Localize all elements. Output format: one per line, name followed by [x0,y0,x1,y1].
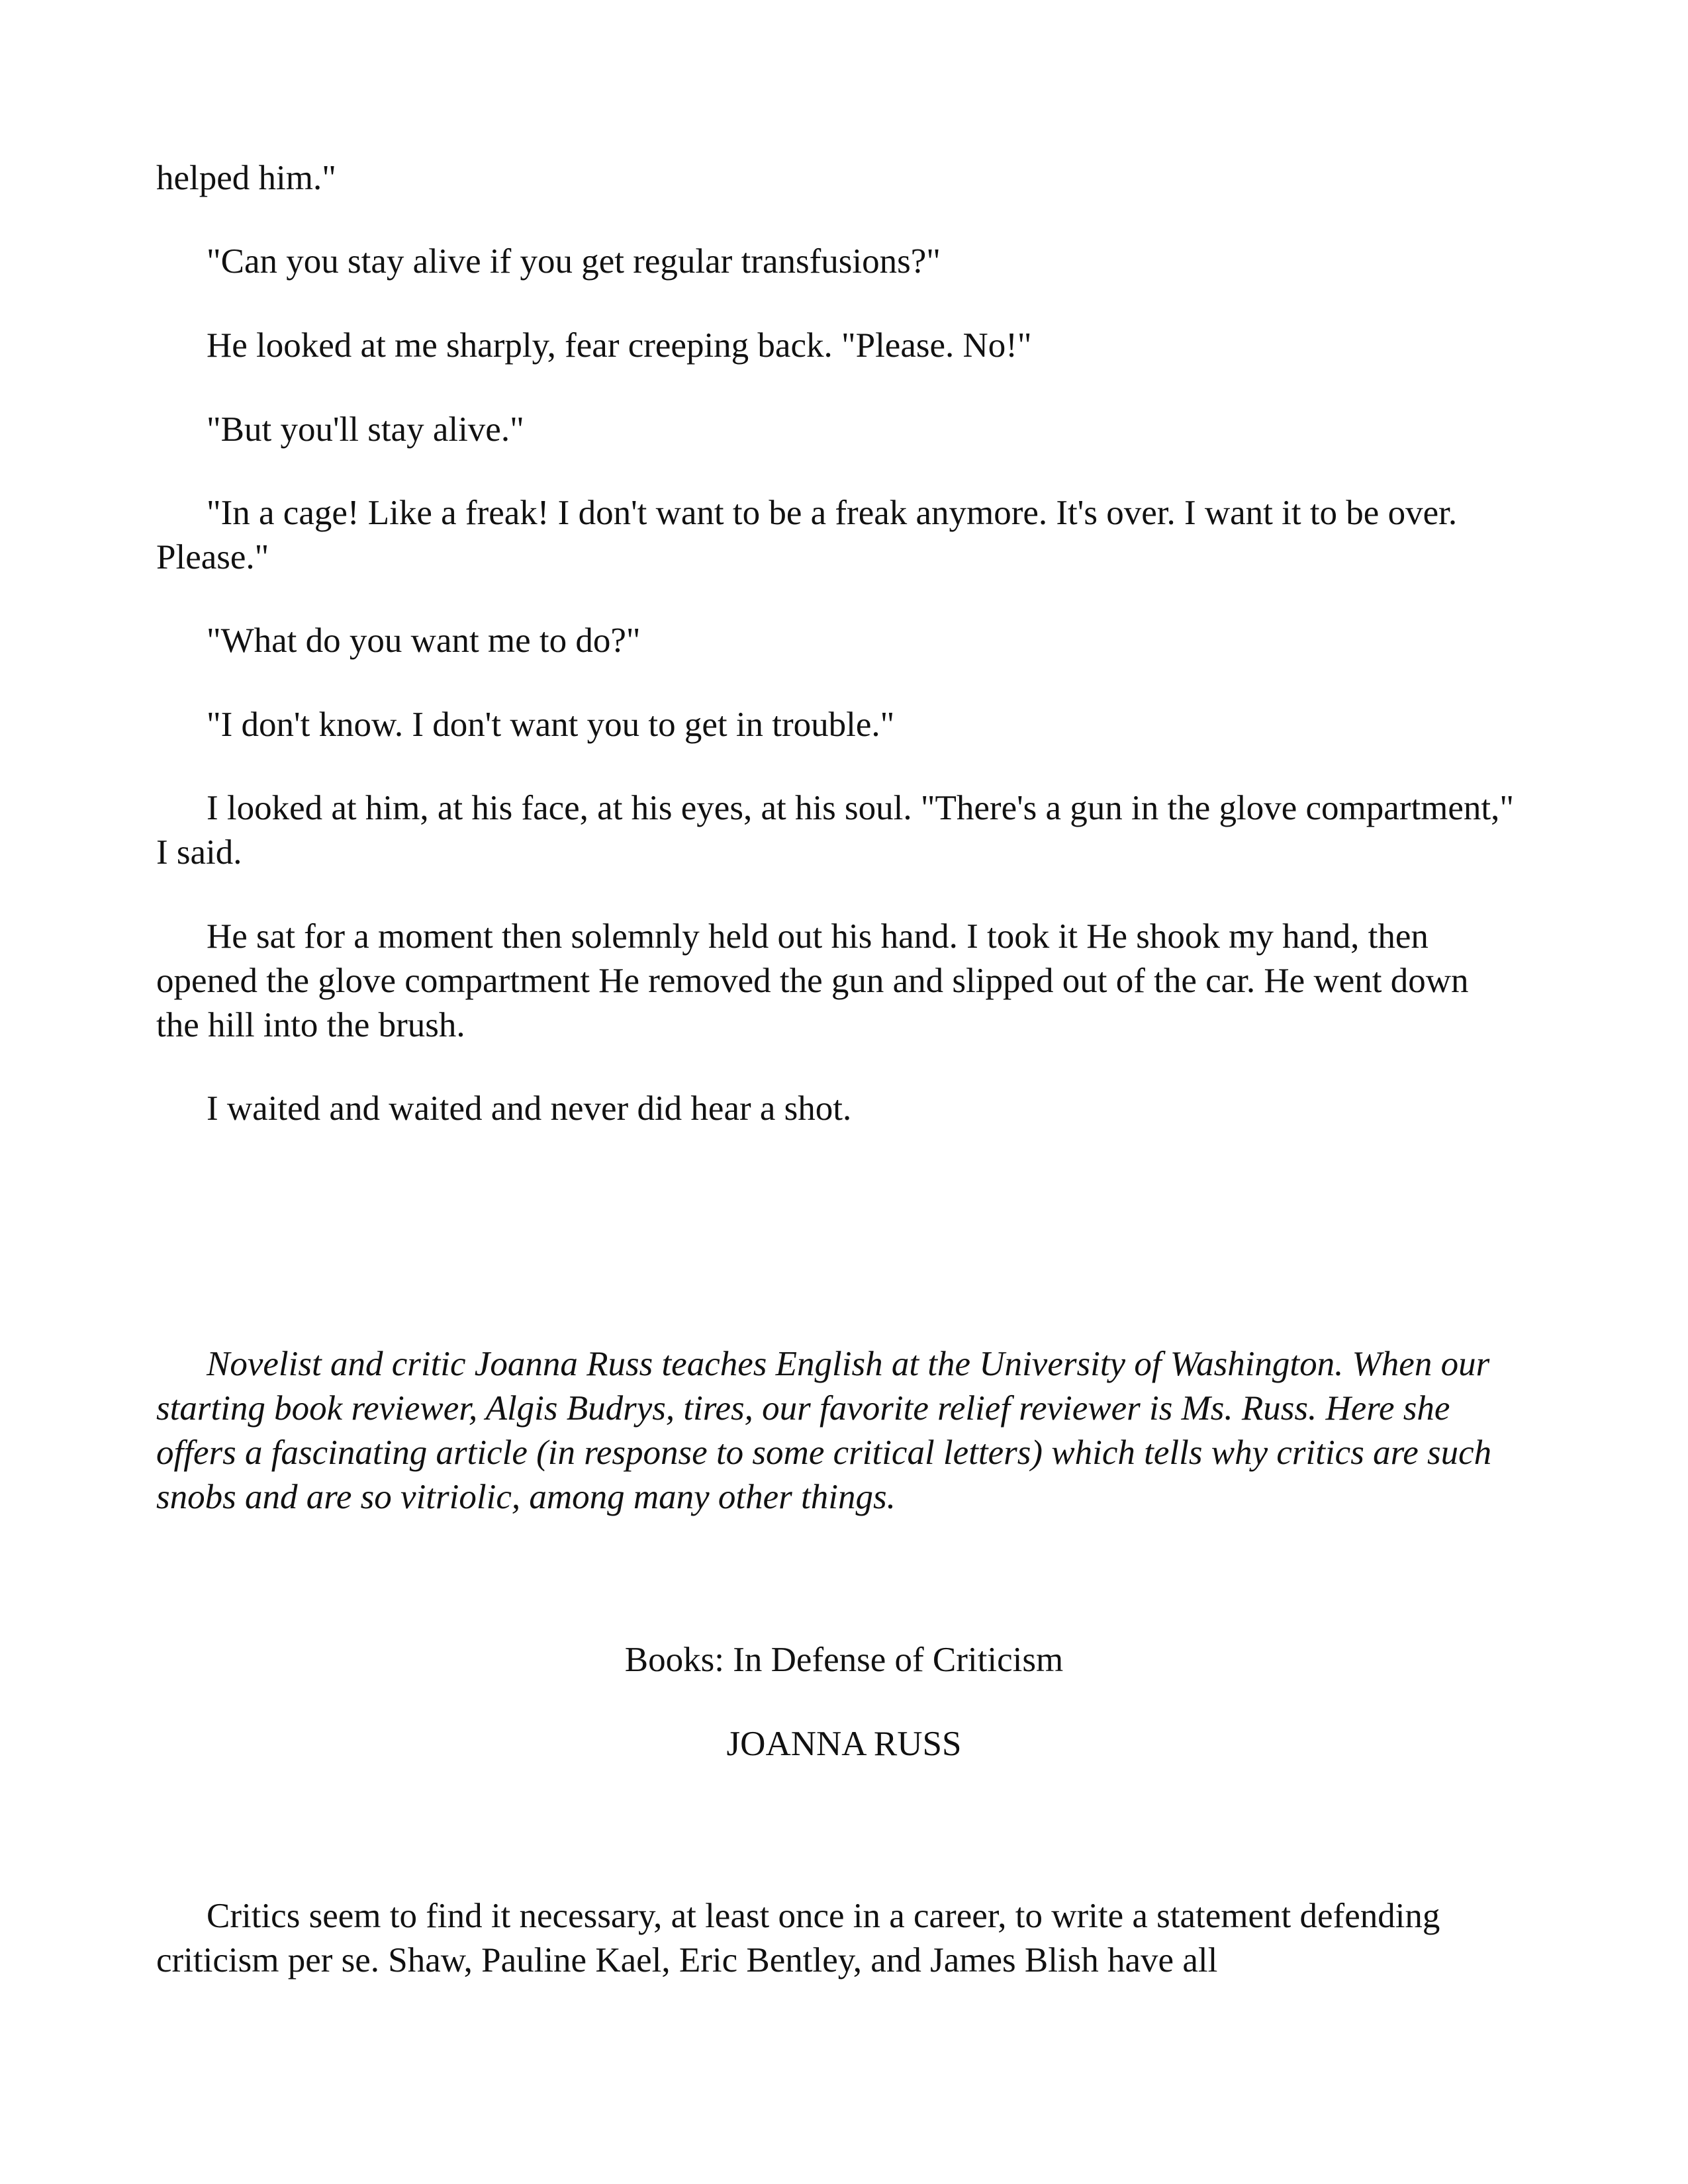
paragraph-narration: I looked at him, at his face, at his eyes, at his soul. "There's a gun in the glove compartment," I said. [156,789,1515,872]
article-first-paragraph: Critics seem to find it necessary, at least once in a career, to write a statement defending criticism per se. Shaw, Pauline Kael, Eric Bentley, and James Blish have all [156,1897,1440,1979]
paragraph-final: I waited and waited and never did hear a shot. [207,1089,852,1128]
article-title: Books: In Defense of Criticism [624,1641,1064,1679]
paragraph-dialogue: "But you'll stay alive." [207,410,524,449]
paragraph-dialogue: "What do you want me to do?" [207,621,641,660]
paragraph-dialogue: "I don't know. I don't want you to get in trouble." [207,705,895,744]
editorial-intro: Novelist and critic Joanna Russ teaches English at the University of Washington. When our starting book reviewer, Algis Budrys, tires, our favorite relief reviewer is Ms. Russ. Here she offers a fascinating article (in response to some critical letters) which tells why critics are such snobs and are so vitriolic, among many other things. [156,1345,1492,1516]
paragraph-narration: He sat for a moment then solemnly held out his hand. I took it He shook my hand, then opened the glove compartment He removed the gun and slipped out of the car. He went down the hill into the brush. [156,917,1469,1044]
article-author: JOANNA RUSS [726,1725,962,1763]
paragraph-continuation: helped him." [156,159,336,197]
paragraph-dialogue: "In a cage! Like a freak! I don't want to be a freak anymore. It's over. I want it to be over. Please." [156,494,1458,576]
paragraph-narration: He looked at me sharply, fear creeping back. "Please. No!" [207,326,1032,365]
paragraph-dialogue: "Can you stay alive if you get regular transfusions?" [207,242,941,281]
